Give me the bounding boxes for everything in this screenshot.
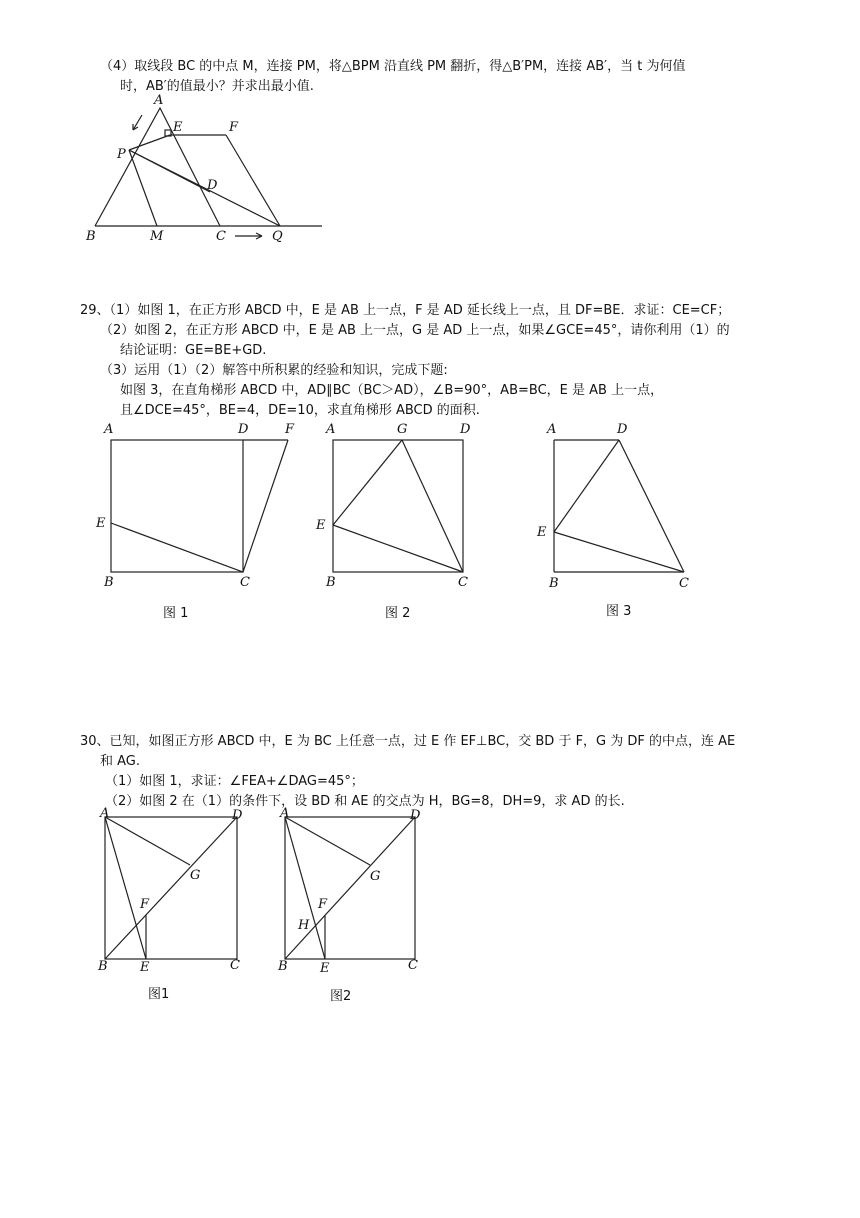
point-label-f: F (229, 120, 239, 135)
point-label-a: A (154, 93, 164, 108)
q28-part4-line1: （4）取线段 BC 的中点 M，连接 PM，将△BPM 沿直线 PM 翻折，得△B′PM，连接 AB′，当 t 为何值 (100, 59, 686, 74)
point-label-c: C (240, 575, 250, 590)
point-label-e: E (96, 516, 106, 531)
q29-figure-2 (312, 415, 492, 595)
point-label-d: D (410, 808, 421, 823)
point-label-e: E (173, 120, 183, 135)
q30-figure-2-caption: 图2 (330, 989, 352, 1004)
point-label-c: C (679, 576, 689, 591)
point-label-d: D (232, 808, 243, 823)
point-label-b: B (98, 959, 108, 974)
point-label-a: A (280, 806, 290, 821)
q28-figure (0, 0, 860, 260)
q30-line1: 30、已知，如图正方形 ABCD 中，E 为 BC 上任意一点，过 E 作 EF⊥BC，交 BD 于 F，G 为 DF 的中点，连 AE (80, 734, 736, 749)
q29-figure-1 (90, 415, 310, 595)
point-label-a: A (326, 422, 336, 437)
point-label-a: A (100, 806, 110, 821)
point-label-d: D (460, 422, 471, 437)
q30-line2: 和 AG. (100, 754, 141, 769)
q29-line4: （3）运用（1）（2）解答中所积累的经验和知识，完成下题: (100, 363, 448, 378)
point-label-e: E (140, 960, 150, 975)
point-label-b: B (549, 576, 559, 591)
point-label-h: H (298, 918, 310, 933)
point-label-p: P (117, 147, 126, 162)
point-label-f: F (140, 897, 150, 912)
q29-line2: （2）如图 2，在正方形 ABCD 中，E 是 AB 上一点，G 是 AD 上一点，如果∠GCE=45°，请你利用（1）的 (100, 323, 730, 338)
point-label-c: C (216, 229, 226, 244)
point-label-d: D (238, 422, 249, 437)
point-label-a: A (104, 422, 114, 437)
point-label-g: G (370, 869, 381, 884)
point-label-e: E (316, 518, 326, 533)
q30-figure-1 (90, 805, 260, 975)
point-label-c: C (408, 958, 418, 973)
q28-part4-line2: 时，AB′的值最小？并求出最小值. (120, 79, 314, 94)
point-label-c: C (230, 958, 240, 973)
q30-figure-2 (270, 805, 440, 975)
q29-line5: 如图 3，在直角梯形 ABCD 中，AD∥BC（BC＞AD），∠B=90°，AB=BC，E 是 AB 上一点， (120, 383, 664, 398)
point-label-b: B (104, 575, 114, 590)
q29-line6: 且∠DCE=45°，BE=4，DE=10，求直角梯形 ABCD 的面积. (120, 403, 480, 418)
point-label-d: D (207, 178, 218, 193)
q29-figure-1-caption: 图 1 (163, 606, 189, 621)
q29-figure-2-caption: 图 2 (385, 606, 411, 621)
q30-line4: （2）如图 2 在（1）的条件下，设 BD 和 AE 的交点为 H，BG=8，DH=9，求 AD 的长. (105, 794, 625, 809)
point-label-b: B (326, 575, 336, 590)
point-label-b: B (278, 959, 288, 974)
point-label-q: Q (272, 229, 283, 244)
point-label-f: F (318, 897, 328, 912)
point-label-g: G (397, 422, 408, 437)
point-label-a: A (547, 422, 557, 437)
point-label-e: E (537, 525, 547, 540)
point-label-m: M (150, 229, 164, 244)
point-label-b: B (86, 229, 96, 244)
point-label-c: C (458, 575, 468, 590)
q29-line3: 结论证明：GE=BE+GD. (120, 343, 267, 358)
q30-line3: （1）如图 1，求证：∠FEA+∠DAG=45°； (105, 774, 364, 789)
q29-figure-3 (533, 415, 713, 595)
point-label-e: E (320, 961, 330, 976)
q29-figure-3-caption: 图 3 (606, 604, 632, 619)
q30-figure-1-caption: 图1 (148, 987, 170, 1002)
point-label-g: G (190, 868, 201, 883)
point-label-d: D (617, 422, 628, 437)
q29-line1: 29、（1）如图 1，在正方形 ABCD 中，E 是 AB 上一点，F 是 AD 延长线上一点，且 DF=BE．求证：CE=CF； (80, 303, 731, 318)
point-label-f: F (285, 422, 295, 437)
